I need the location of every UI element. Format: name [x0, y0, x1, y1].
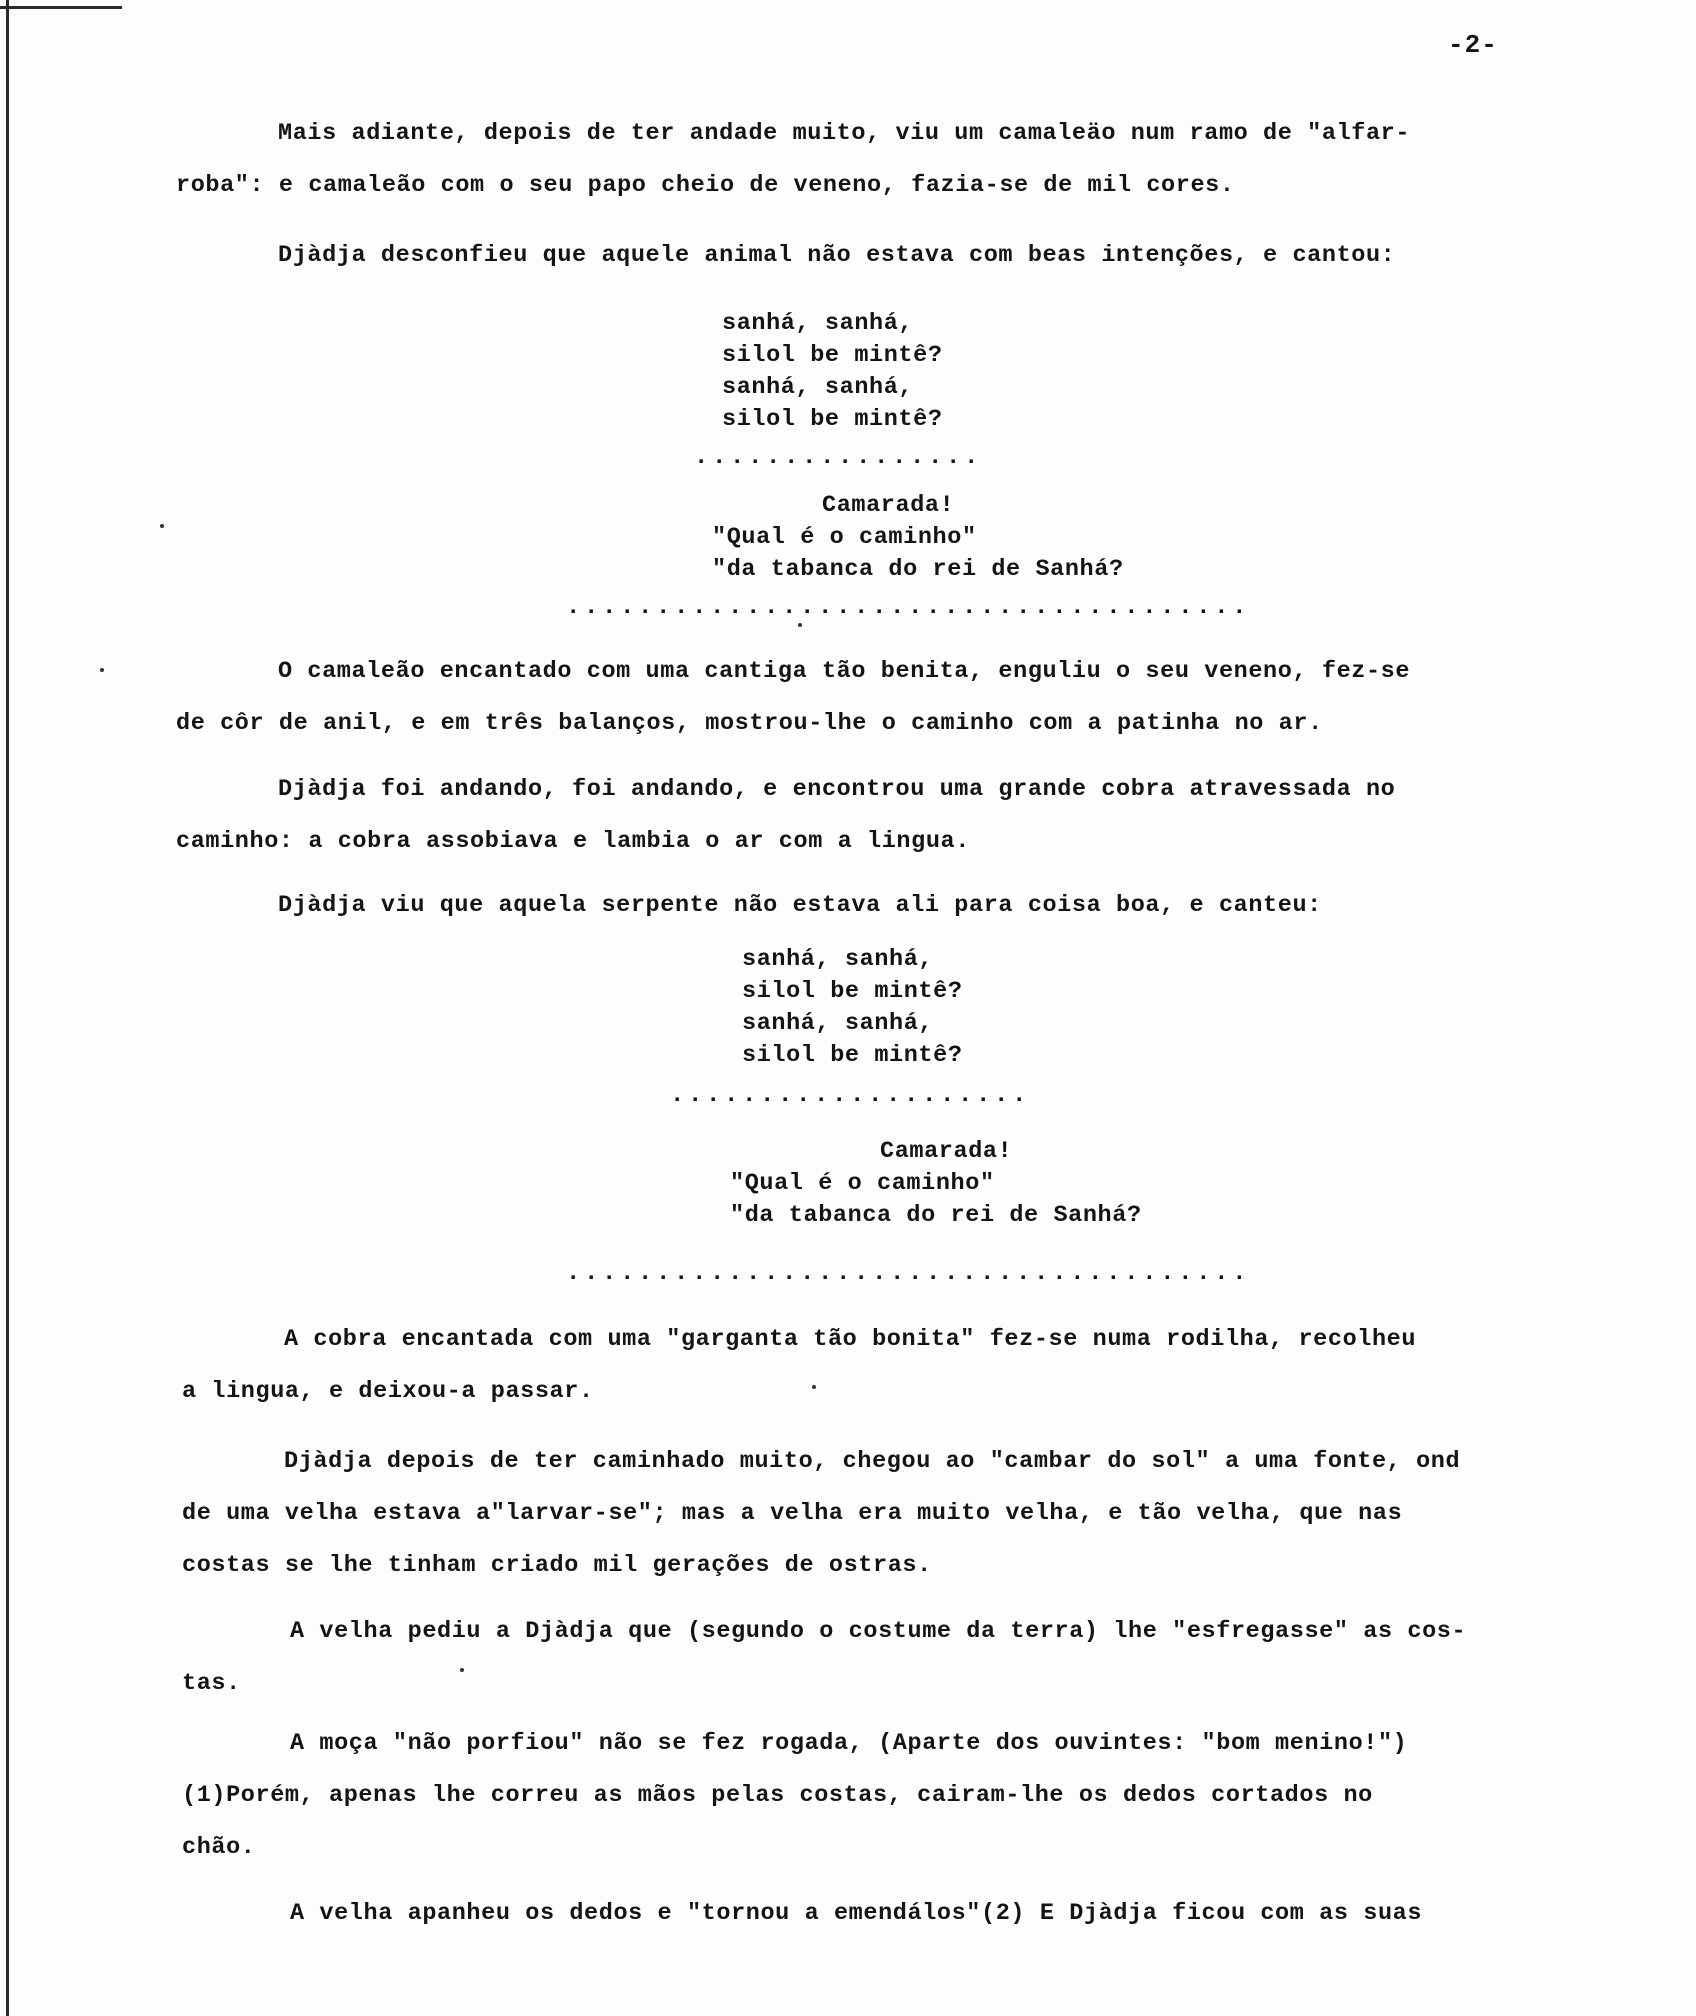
paragraph-6-line-2: a lingua, e deixou-a passar. [182, 1378, 594, 1405]
song-2-dotted-separator: .................... [670, 1082, 1031, 1109]
paragraph-6-line-1: A cobra encantada com uma "garganta tão bonita" fez-se numa rodilha, recolheu [284, 1326, 1417, 1353]
paragraph-7-line-2: de uma velha estava a"larvar-se"; mas a velha era muito velha, e tão velha, que nas [182, 1500, 1403, 1527]
refrain-1-title: Camarada! [822, 492, 955, 519]
paragraph-10: A velha apanheu os dedos e "tornou a emendálos"(2) E Djàdja ficou com as suas [290, 1900, 1423, 1927]
paragraph-9-line-3: chão. [182, 1834, 256, 1861]
paragraph-8-line-1: A velha pediu a Djàdja que (segundo o costume da terra) lhe "esfregasse" as cos- [290, 1618, 1467, 1645]
refrain-2-dotted-separator: ...................................... [566, 1260, 1251, 1287]
song-2-line-3: sanhá, sanhá, [742, 1010, 934, 1037]
song-1-line-4: silol be mintê? [722, 406, 943, 433]
song-2-line-2: silol be mintê? [742, 978, 963, 1005]
paragraph-7-line-3: costas se lhe tinham criado mil gerações de ostras. [182, 1552, 932, 1579]
scan-speck [812, 1385, 816, 1389]
refrain-2-line-1: "Qual é o caminho" [730, 1170, 995, 1197]
page-number: -2- [1448, 30, 1498, 60]
paragraph-8-line-2: tas. [182, 1670, 241, 1697]
song-2-line-4: silol be mintê? [742, 1042, 963, 1069]
paragraph-1-line-1: Mais adiante, depois de ter andade muito, viu um camaleäo num ramo de "alfar- [278, 120, 1411, 147]
refrain-1-dotted-separator: ...................................... [566, 594, 1251, 621]
paragraph-7-line-1: Djàdja depois de ter caminhado muito, chegou ao "cambar do sol" a uma fonte, ond [284, 1448, 1461, 1475]
paragraph-9-line-1: A moça "não porfiou" não se fez rogada, (Aparte dos ouvintes: "bom menino!") [290, 1730, 1408, 1757]
song-1-line-3: sanhá, sanhá, [722, 374, 914, 401]
paragraph-1-line-2: roba": e camaleão com o seu papo cheio de veneno, fazia-se de mil cores. [176, 172, 1235, 199]
paragraph-2: Djàdja desconfieu que aquele animal não estava com beas intenções, e cantou: [278, 242, 1396, 269]
song-1-line-1: sanhá, sanhá, [722, 310, 914, 337]
scan-border-top [0, 6, 122, 9]
paragraph-9-line-2: (1)Porém, apenas lhe correu as mãos pelas costas, cairam-lhe os dedos cortados no [182, 1782, 1373, 1809]
paragraph-4-line-1: Djàdja foi andando, foi andando, e encontrou uma grande cobra atravessada no [278, 776, 1396, 803]
scan-speck [798, 623, 802, 627]
refrain-1-line-2: "da tabanca do rei de Sanhá? [712, 556, 1124, 583]
refrain-1-line-1: "Qual é o caminho" [712, 524, 977, 551]
refrain-2-title: Camarada! [880, 1138, 1013, 1165]
paragraph-5: Djàdja viu que aquela serpente não estava ali para coisa boa, e canteu: [278, 892, 1322, 919]
scan-border-left [6, 0, 9, 2016]
song-1-line-2: silol be mintê? [722, 342, 943, 369]
scan-speck [160, 524, 164, 528]
song-1-dotted-separator: ................ [694, 444, 983, 471]
paragraph-4-line-2: caminho: a cobra assobiava e lambia o ar com a lingua. [176, 828, 970, 855]
scan-speck [100, 668, 104, 672]
paragraph-3-line-2: de côr de anil, e em três balanços, mostrou-lhe o caminho com a patinha no ar. [176, 710, 1323, 737]
refrain-2-line-2: "da tabanca do rei de Sanhá? [730, 1202, 1142, 1229]
paragraph-3-line-1: O camaleão encantado com uma cantiga tão benita, enguliu o seu veneno, fez-se [278, 658, 1411, 685]
song-2-line-1: sanhá, sanhá, [742, 946, 934, 973]
scan-speck [460, 1668, 464, 1672]
